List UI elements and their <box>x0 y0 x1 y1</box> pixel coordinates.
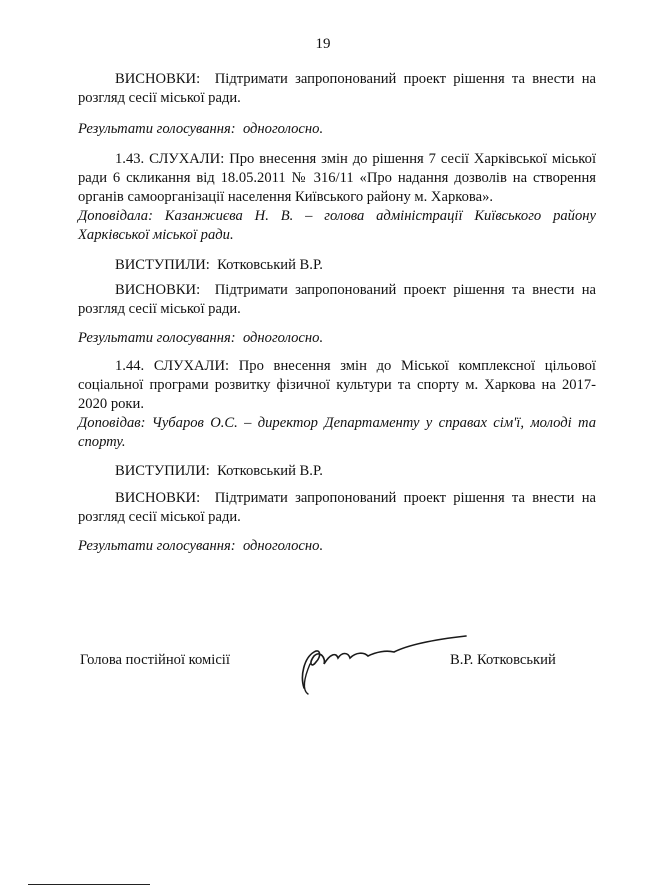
heard-text: Про внесення змін до рішення 7 сесії Харківської міської ради 6 скликання від 18.05.2011 № 316/11 «Про надання дозволів на створення органів самоорганізації населення Київського району м. Харкова». <box>78 151 596 205</box>
vote-text: одноголосно. <box>242 330 324 346</box>
page-number: 19 <box>315 36 331 52</box>
conclusion-label: ВИСНОВКИ: <box>115 71 201 87</box>
vote-text: одноголосно. <box>242 121 324 137</box>
vote-result <box>78 537 596 556</box>
spoke-block <box>78 256 596 275</box>
signatory-name: В.Р. Котковський <box>450 652 556 668</box>
heard-item-1-43 <box>78 150 596 245</box>
spoke-text: Котковський В.Р. <box>217 257 323 273</box>
speaker-line: Доповідав: Чубаров О.С. – директор Департаменту у справах сім'ї, молоді та спорту. <box>78 415 596 450</box>
vote-result <box>78 329 596 348</box>
conclusion-text: Підтримати запропонований проект рішення та внести на розгляд сесії міської ради. <box>78 490 597 525</box>
heard-paragraph <box>78 150 596 207</box>
speaker-line: Доповідала: Казанжиєва Н. В. – голова адміністрації Київського району Харківської міської ради. <box>78 208 596 243</box>
conclusion-paragraph <box>78 70 596 108</box>
conclusion-block <box>78 489 596 527</box>
heard-label: 1.43. СЛУХАЛИ: <box>115 151 225 167</box>
heard-label: 1.44. СЛУХАЛИ: <box>115 358 230 374</box>
spoke-text: Котковський В.Р. <box>217 463 323 479</box>
heard-paragraph <box>78 357 596 414</box>
vote-label: Результати голосування: <box>78 538 236 554</box>
vote-label: Результати голосування: <box>78 121 236 137</box>
conclusion-label: ВИСНОВКИ: <box>115 490 201 506</box>
vote-label: Результати голосування: <box>78 330 236 346</box>
vote-result <box>78 120 596 139</box>
spoke-label: ВИСТУПИЛИ: <box>115 463 210 479</box>
heard-text: Про внесення змін до Міської комплексної цільової соціальної програми розвитку фізичної культури та спорту м. Харкова на 2017-2020 роки. <box>78 358 596 412</box>
signatory-position: Голова постійної комісії <box>80 652 230 668</box>
conclusion-text: Підтримати запропонований проект рішення та внести на розгляд сесії міської ради. <box>78 282 597 317</box>
conclusion-label: ВИСНОВКИ: <box>115 282 201 298</box>
spoke-block <box>78 462 596 481</box>
conclusion-block <box>78 281 596 319</box>
spoke-label: ВИСТУПИЛИ: <box>115 257 210 273</box>
vote-text: одноголосно. <box>242 538 324 554</box>
heard-item-1-44 <box>78 357 596 452</box>
footer-rule <box>28 884 150 885</box>
conclusion-text: Підтримати запропонований проект рішення та внести на розгляд сесії міської ради. <box>78 71 597 106</box>
conclusion-block <box>78 70 596 108</box>
handwritten-signature <box>290 628 470 698</box>
